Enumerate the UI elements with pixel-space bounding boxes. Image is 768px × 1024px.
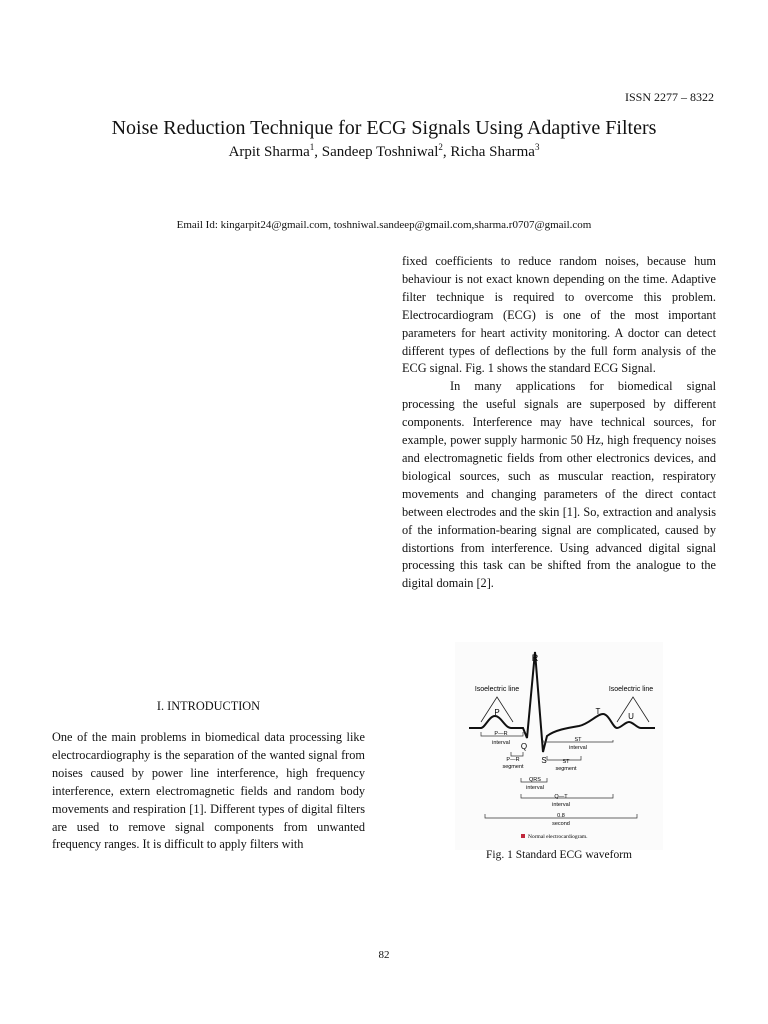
ecg-diagram <box>455 642 663 850</box>
author-name: Richa Sharma <box>450 144 535 160</box>
author-separator: , <box>442 144 451 160</box>
qrs-interval-label: interval <box>526 785 544 791</box>
qt-interval-label: Q—T <box>554 794 568 800</box>
legend-label: Normal electrocardiogram. <box>528 834 588 840</box>
body-paragraph: fixed coefficients to reduce random noises, because hum behaviour is not exact known depending on the time. Adaptive filter technique is required to overcome this problem. Electrocardiogram (ECG) is one of the most important parameters for heart activity monitoring. A doctor can detect different types of deflections by the full form analysis of the ECG signal. Fig. 1 shows the standard ECG Signal. <box>402 254 716 376</box>
author-list <box>0 144 768 161</box>
st-interval-label: interval <box>569 745 587 751</box>
author-separator: , <box>314 144 322 160</box>
qrs-interval-label: QRS <box>529 777 541 783</box>
pr-segment-bracket <box>511 752 523 756</box>
pr-interval-label: P—R <box>494 731 508 737</box>
left-column <box>52 729 365 854</box>
author-affiliation: 2 <box>438 142 443 152</box>
pr-segment-label: segment <box>502 764 524 770</box>
ecg-figure <box>455 642 663 850</box>
figure-caption: Fig. 1 Standard ECG waveform <box>486 849 632 861</box>
author-affiliation: 1 <box>309 142 315 152</box>
body-paragraph: In many applications for biomedical signal processing the useful signals are superposed by different components. Interference may have technical sources, for example, power supply harmonic 50 Hz, high frequency noises and electromagnetic fields from other electronics devices, and biological sources, such as muscular reaction, respiratory movements and changing parameters of the direct contact between electrodes and the skin [1]. So, extraction and analysis of the information-bearing signal are complicated, caused by distortions from interference. Using advanced digital signal processing this task can be shifted from the analogue to the digital domain [2]. <box>402 379 716 591</box>
time-label: 0.8 <box>557 813 565 819</box>
section-heading: I. INTRODUCTION <box>156 699 261 713</box>
issn-number: ISSN 2277 – 8322 <box>624 90 714 104</box>
r-wave-label: R <box>531 653 539 663</box>
page-number: 82 <box>378 949 390 961</box>
time-label: second <box>552 821 570 827</box>
s-wave-label: S <box>541 756 547 765</box>
pr-segment-label: P—R <box>506 757 520 763</box>
st-segment-label: ST <box>562 759 570 765</box>
st-interval-label: ST <box>574 737 582 743</box>
author-name: Arpit Sharma <box>228 144 310 160</box>
p-wave-label: P <box>494 708 500 717</box>
st-segment-label: segment <box>555 766 577 772</box>
ecg-waveform <box>469 652 655 752</box>
q-wave-label: Q <box>520 742 528 751</box>
iso-left-label: Isoelectric line <box>474 686 520 693</box>
pr-interval-label: interval <box>492 740 510 746</box>
qt-interval-label: interval <box>552 802 570 808</box>
t-wave-label: T <box>595 707 601 716</box>
iso-right-label: Isoelectric line <box>608 686 654 693</box>
paper-title: Noise Reduction Technique for ECG Signals Using Adaptive Filters <box>111 117 657 139</box>
author-name: Sandeep Toshniwal <box>321 144 439 160</box>
author-emails: Email Id: kingarpit24@gmail.com, toshniwal.sandeep@gmail.com,sharma.r0707@gmail.com <box>176 219 592 231</box>
body-paragraph: One of the main problems in biomedical data processing like electrocardiography is the separation of the wanted signal from noises caused by power line interference, high frequency interference, extern electromagnetic fields and random body movements and respiration [1]. Different types of digital filters are used to remove signal components from unwanted frequency ranges. It is difficult to apply filters with <box>52 730 365 852</box>
author-affiliation: 3 <box>534 142 540 152</box>
u-wave-label: U <box>628 712 634 721</box>
legend-swatch <box>521 834 525 838</box>
right-column <box>402 253 716 593</box>
